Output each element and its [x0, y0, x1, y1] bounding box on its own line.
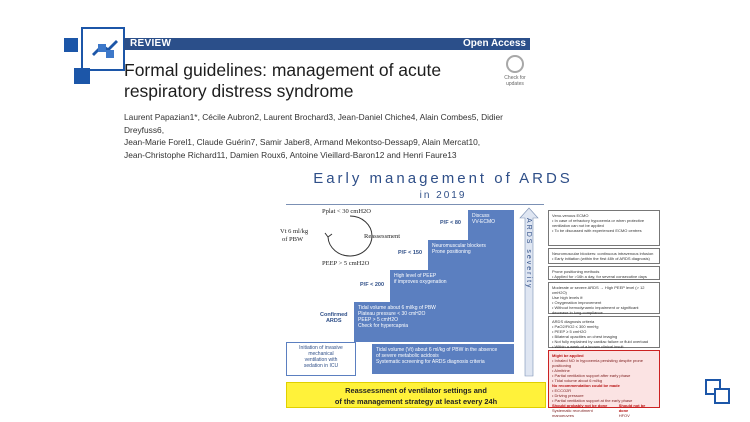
pf-ecmo: P/F < 80: [440, 220, 461, 226]
figure-divider: [286, 204, 544, 205]
box-diagnosis: ARDS diagnosis criteria • PaO2/FiO2 ≤ 300 mmHg • PEEP ≥ 5 cmH2O • Bilateral opacities on chest imaging • Not fully explained by cardiac failure or fluid overload • Within a week of a known clinical insult: [548, 316, 660, 348]
box-ecmo: Veno-venous ECMO • In case of refractory hypoxemia or when protective ventilation can not be applied • To be discussed with experienced ECMO centres: [548, 210, 660, 246]
step-nmb-prone: Neuromuscular blockers Prone positioning: [428, 240, 514, 270]
should-text: Systematic recruitment manoeuvres: [552, 408, 593, 418]
cycle-reassessment: Reassessment: [364, 233, 401, 240]
review-label: REVIEW: [130, 38, 172, 49]
might-title: Might be applied: [552, 353, 584, 358]
authors-line-2: Jean-Marie Forel1, Claude Guérin7, Samir Jaber8, Armand Mekontso-Dessap9, Alain Mercat10,: [124, 137, 481, 148]
review-bar: [124, 38, 530, 50]
box-peep: Moderate or severe ARDS → High PEEP level (> 12 cmH2O) Use high levels if: • Oxygenation improvement • Without hemodynamic impairment or significant decrease in lung compliance: [548, 282, 660, 314]
check-for-updates-badge[interactable]: [498, 55, 532, 91]
box-recommendations: [548, 350, 660, 418]
cycle-pplat: Pplat < 30 cmH2O: [322, 208, 371, 215]
box-nmb: Neuromuscular blockers: continuous intravenous infusion • Early initiation (within the first 48h of ARDS diagnosis): [548, 248, 660, 264]
no-rec-text: • ECCO2R • Driving pressure • Partial ventilation support at the early phase: [552, 388, 633, 403]
figure-subtitle: in 2019: [419, 190, 467, 201]
paper-title: [124, 60, 494, 102]
ards-management-figure: [278, 166, 670, 418]
might-text: • Inhaled NO in hypoxemia persisting despite prone positioning • Almitrine • Partial ventilation support after early phase • Tidal volume about 6 ml/kg: [552, 358, 644, 383]
pf-nmb: P/F < 150: [398, 250, 423, 256]
initiation-box: Initiation of invasive mechanical ventilation with sedation in ICU: [286, 342, 356, 376]
ards-severity-label: ARDS severity: [525, 218, 532, 290]
cycle-vt-line1: Vt 6 ml/kg: [280, 228, 309, 235]
authors-line-3: Jean-Christophe Richard11, Damien Roux6, Antoine Vieillard-Baron12 and Henri Faure13: [124, 149, 457, 160]
reassessment-line-1: Reassessment of ventilator settings and: [345, 386, 487, 395]
reassessment-banner: [286, 382, 546, 408]
open-access-label[interactable]: Open Access: [463, 38, 526, 49]
confirmed-ards-label: Confirmed ARDS: [320, 312, 348, 324]
check-updates-label: Check for updates: [504, 75, 526, 87]
expand-figure-icon[interactable]: [704, 378, 732, 406]
reassessment-line-2: of the management strategy at least every 24h: [334, 397, 498, 406]
check-updates-icon: [506, 55, 524, 73]
step-protective-ventilation: Tidal volume about 6 ml/kg of PBW Plateau pressure < 30 cmH2O PEEP > 5 cmH2O Check for hypercapnia: [354, 302, 514, 342]
pf-peep: P/F < 200: [360, 282, 385, 288]
should-title: Should probably not be done: [552, 403, 608, 408]
figure-title: Early management of ARDS: [313, 170, 573, 187]
not-text: HFOV: [618, 413, 630, 418]
cycle-peep: PEEP > 5 cmH2O: [322, 260, 370, 267]
step-high-peep: High level of PEEP if improves oxygenation: [390, 270, 514, 302]
title-line-1: Formal guidelines: management of acute: [124, 60, 442, 80]
no-rec-title: No recommendation could be made: [552, 383, 620, 388]
box-prone: Prone positioning methods • Applied for >16h a day, for several consecutive days: [548, 266, 660, 280]
cycle-vt-line2: of PBW: [282, 236, 304, 243]
authors-line-1: Laurent Papazian1*, Cécile Aubron2, Laurent Brochard3, Jean-Daniel Chiche4, Alain Combes5, Didier Dreyfuss6,: [124, 112, 503, 135]
step-ecmo: Discuss VV-ECMO: [468, 210, 514, 240]
step-screening: Tidal volume (Vt) about 6 ml/kg of PBW in the absence of severe metabolic acidosis Systematic screening for ARDS diagnosis criteria: [372, 344, 514, 374]
author-list: [124, 111, 539, 161]
title-line-2: respiratory distress syndrome: [124, 81, 354, 101]
not-title: Should not be done: [618, 403, 646, 413]
